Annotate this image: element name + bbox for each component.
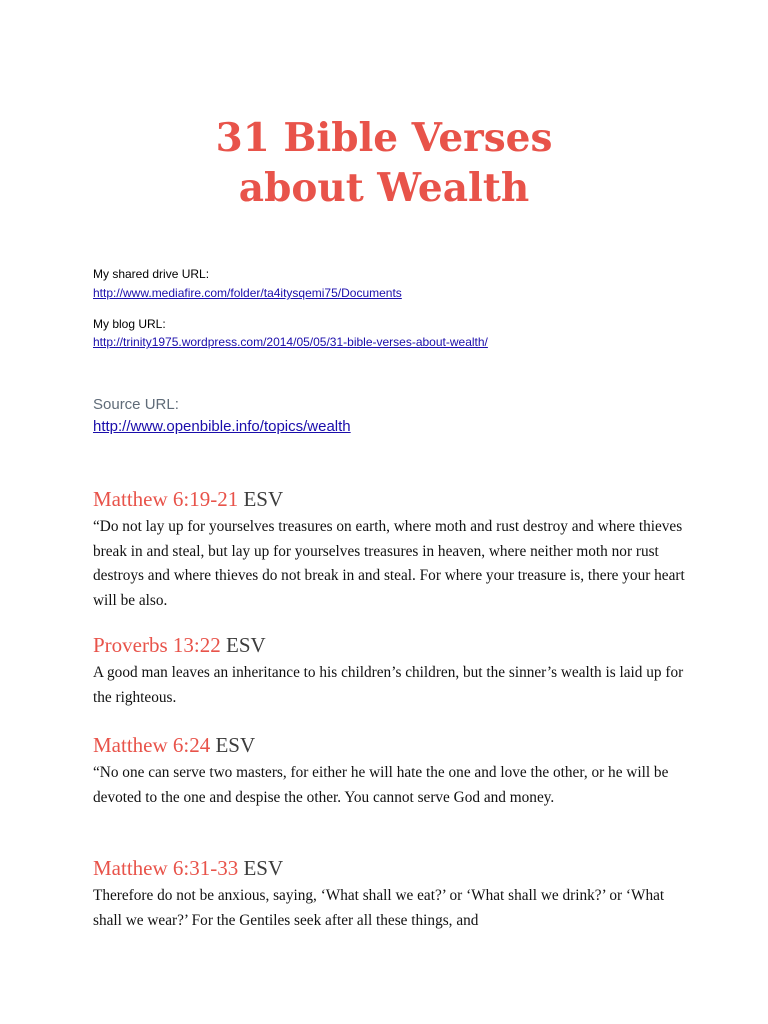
verse-block <box>93 486 693 614</box>
shared-drive-link[interactable]: http://www.mediafire.com/folder/ta4itysqemi75/Documents <box>93 286 402 300</box>
blog-label: My blog URL: <box>93 317 166 331</box>
verse-text: “Do not lay up for yourselves treasures on earth, where moth and rust destroy and where thieves break in and steal, but lay up for yourselves treasures in heaven, where neither moth nor rust destroys and where thieves do not break in and steal. For where your treasure is, there your heart will be also. <box>93 518 685 610</box>
verse-text: Therefore do not be anxious, saying, ‘What shall we eat?’ or ‘What shall we drink?’ or ‘What shall we wear?’ For the Gentiles seek after all these things, and <box>93 887 665 929</box>
verse-version: ESV <box>215 733 256 757</box>
verse-version: ESV <box>243 856 284 880</box>
verse-version: ESV <box>243 487 284 511</box>
verse-text: “No one can serve two masters, for either he will hate the one and love the other, or he will be devoted to the one and despise the other. You cannot serve God and money. <box>93 764 669 806</box>
blog-link[interactable]: http://trinity1975.wordpress.com/2014/05/05/31-bible-verses-about-wealth/ <box>93 335 488 349</box>
verse-reference-name: Matthew 6:19-21 <box>93 487 239 511</box>
verse-block <box>93 855 693 933</box>
title-line-1: 31 Bible Verses <box>215 115 553 161</box>
verse-reference-name: Matthew 6:24 <box>93 733 211 757</box>
verse-reference-name: Matthew 6:31-33 <box>93 856 239 880</box>
verse-reference <box>93 486 693 512</box>
source-label: Source URL: <box>93 396 179 413</box>
verse-reference-name: Proverbs 13:22 <box>93 633 221 657</box>
verse-reference <box>93 732 693 758</box>
verse-version: ESV <box>226 633 266 657</box>
verse-block <box>93 632 693 710</box>
title-line-2: about Wealth <box>238 165 530 211</box>
shared-drive-label: My shared drive URL: <box>93 267 210 281</box>
source-link[interactable]: http://www.openbible.info/topics/wealth <box>93 418 351 435</box>
document-title <box>0 113 768 213</box>
verse-reference <box>93 855 693 881</box>
verse-block <box>93 732 693 810</box>
verse-text: A good man leaves an inheritance to his children’s children, but the sinner’s wealth is laid up for the righteous. <box>93 664 684 706</box>
verse-reference <box>93 632 693 658</box>
